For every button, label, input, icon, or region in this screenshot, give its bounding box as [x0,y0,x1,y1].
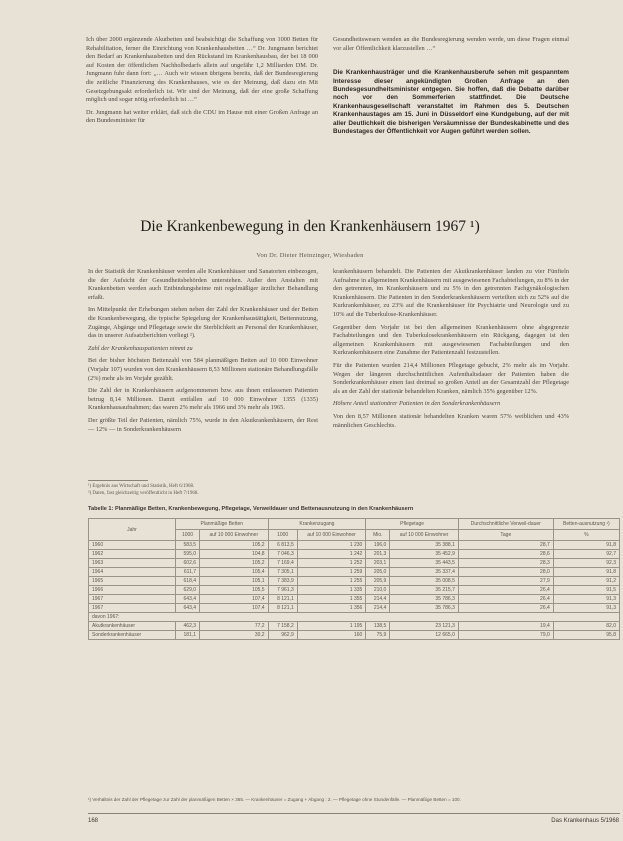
table-cell: 35 443,5 [390,559,459,568]
paragraph: Der größte Teil der Patienten, nämlich 75%, wurde in den Akutkrankenhäusern, der Rest — 12% — in Sonderkrankenhäusern [88,416,318,433]
table-cell: 35 786,3 [390,595,459,604]
table-cell: 7 169,4 [268,559,297,568]
table-cell: 203,1 [366,559,390,568]
table-cell: 91,5 [553,586,619,595]
table-subheader: auf 10 000 Einwohner [297,530,366,541]
table-subheader: auf 10 000 Einwohner [390,530,459,541]
table-subheader: 1000 [268,530,297,541]
table-cell: 12 665,0 [390,631,459,640]
table-row [89,577,620,586]
table-cell: 104,8 [200,550,269,559]
section-heading: Zahl der Krankenhauspatienten nimmt zu [88,344,193,352]
table-cell: 210,0 [366,586,390,595]
table-cell: 35 337,4 [390,568,459,577]
table-cell: Akutkrankenhäuser [89,622,176,631]
top-left-column [86,36,318,130]
table-row [89,595,620,604]
table-cell: 91,3 [553,604,619,613]
table-cell: 160 [297,631,366,640]
table-cell: 181,1 [176,631,200,640]
table-cell: 1967 [89,604,176,613]
table-cell: 107,4 [200,604,269,613]
table-cell: davon 1967: [89,613,620,622]
paragraph: In der Statistik der Krankenhäuser werden alle Krankenhäuser und Sanatorien einbezogen, die der Aufsicht der Gesundheitsbehörden unterstehen. Außer den Anstalten mit Krankenbetten werden auch Entbindungsheime mit regelmäßiger ärztlicher Behandlung erfaßt. [88,268,318,301]
table-cell: 629,0 [176,586,200,595]
table-cell: 1 230 [297,541,366,550]
table-row [89,604,620,613]
table-cell: 23 121,3 [390,622,459,631]
table-subheader: Mio. [366,530,390,541]
table-cell: 611,7 [176,568,200,577]
journal-name: Das Krankenhaus 5/1968 [551,818,619,824]
table-cell: 1963 [89,559,176,568]
table-cell: 82,0 [553,622,619,631]
table-cell: 105,1 [200,577,269,586]
table-row [89,559,620,568]
paragraph: Von den 8,57 Millionen stationär behandelten Kranken waren 57% weiblichen und 43% männlichen Geschlechts. [333,412,569,429]
footnote: ²) Daten, fast gleichzeitig veröffentlicht in Heft 7/1968. [88,491,199,496]
table-cell: 1 355 [297,595,366,604]
article-title: Die Krankenbewegung in den Krankenhäusern 1967 ¹) [140,218,480,235]
table-subheader: 1000 [176,530,200,541]
paragraph: krankenhäusern behandelt. Die Patienten der Akutkrankenhäuser landen zu vier Fünfteln Aufnahme in allgemeinen Krankenhäusern mit ausgewiesenen Fachabteilungen, zu 8% in der den getrennten, im Krankenhäusern und zu 5% in den getrennten Fachgynäkologischen Krankenhäusern. Die Patienten in den Sonderkrankenhäusern verteilten sich zu 52% auf die Kurkrankenhäuser, zu 23% auf die Krankenhäuser für Psychiatrie und Neurologie und zu 10% auf die Tuberkulose-Krankenhäuser. [333,268,569,318]
table-cell: 138,5 [366,622,390,631]
table-cell: 643,4 [176,595,200,604]
table-cell: 27,9 [458,577,553,586]
table-cell: 35 008,5 [390,577,459,586]
table-cell: 105,4 [200,568,269,577]
article-right-column [333,268,569,434]
table-cell: 28,7 [458,541,553,550]
table-row [89,550,620,559]
table-cell: 205,0 [366,568,390,577]
paragraph: Bei der bisher höchsten Bettenzahl von 584 planmäßigen Betten auf 10 000 Einwohner (Vorjahr 107) wurden von den Krankenhäusern 8,53 Millionen stationäre Behandlungsfälle (2%) mehr als im Vorjahr gezählt. [88,357,318,382]
table-cell: 196,0 [366,541,390,550]
paragraph: Die Zahl der in Krankenhäusern aufgenommenen bzw. aus ihnen entlassenen Patienten betrug 8,14 Millionen. Damit entfallen auf 10 000 Einwohner 1355 (1335) Krankenhausaufnahmen; das waren 2% mehr als 1966 und 3% mehr als 1965. [88,387,318,412]
table-row [89,541,620,550]
table-cell: 28,6 [458,550,553,559]
paragraph: Gesundheitswesen wenden an die Bundesregierung wenden werde, um diese Fragen einmal vor aller Öffentlichkeit klarzustellen …“ [333,36,569,52]
table-cell: 201,3 [366,550,390,559]
table-cell: 1962 [89,550,176,559]
table-cell: 30,2 [200,631,269,640]
table-row [89,568,620,577]
table-cell: 7 305,1 [268,568,297,577]
table-cell: 91,3 [553,595,619,604]
table-cell: 95,8 [553,631,619,640]
table-cell: 1 255 [297,577,366,586]
table-cell: 26,4 [458,604,553,613]
data-table [88,518,620,640]
paragraph: Gegenüber dem Vorjahr ist bei den allgemeinen Krankenhäusern ohne abgegrenzte Fachabteilungen und den Tuberkulosekrankenhäusern ein Rückgang, dagegen ist den allgemeinen Krankenhäusern mit ausgewiesenen Fachabteilungen und den Kurkrankenhäusern eine Zunahme der Patientenzahl festzustellen. [333,323,569,357]
table-cell: 28,0 [458,568,553,577]
table-cell: 1 356 [297,604,366,613]
paragraph: Ich über 2000 ergänzende Akutbetten und beabsichtigt die Schaffung von 1000 Betten für Rehabilitation, ferner die Einrichtung von Krankenhausbetten …“ Dr. Jungmann berichtet den Bedarf an Krankenhausbetten und den Rückstand im Krankenhausbau, der bei 18 000 auf Kosten der öffentlichen Nachholbedarfs allein auf ungefähr 1,2 Milliarden DM. Dr. Jungmann fuhr dann fort: „… Auch wir wissen übrigens bereits, daß der Bundesregierung die zeitliche Finanzierung des Krankenhauses, wie es der Meinung, daß dazu ein Mit Gesetzgebungsakt erforderlich ist. Wir sind der Meinung, daß der eine große Schaffung möglich und sogar nötig erforderlich ist …“ [86,36,318,104]
table-cell: 91,2 [553,577,619,586]
table-cell: 1960 [89,541,176,550]
paragraph: Dr. Jungmann hat weiter erklärt, daß sich die CDU im Hause mit einer Großen Anfrage an den Bundesminister für [86,108,318,125]
table-cell: 8 121,1 [268,595,297,604]
table-subheader: % [553,530,619,541]
table-cell: 1 242 [297,550,366,559]
table-cell: 35 452,9 [390,550,459,559]
table-cell: 26,4 [458,595,553,604]
table-cell: 7 383,9 [268,577,297,586]
table-row [89,631,620,640]
footnote: ¹) Ergebnis aus Wirtschaft und Statistik, Heft 6/1968. [88,484,195,489]
table-cell: 962,9 [268,631,297,640]
table-cell: 35 388,1 [390,541,459,550]
table-cell: 618,4 [176,577,200,586]
table-header: Betten-ausnutzung ¹) [553,519,619,530]
table-cell: 91,8 [553,541,619,550]
table-cell: 92,7 [553,550,619,559]
table-cell: 1 252 [297,559,366,568]
table-cell: 1965 [89,577,176,586]
table-header: Pflegetage [366,519,459,530]
table-cell: 79,0 [458,631,553,640]
table-cell: 643,4 [176,604,200,613]
table-header: Krankenzugang [268,519,366,530]
table-cell: 8 121,1 [268,604,297,613]
table-cell: 462,3 [176,622,200,631]
table-cell: 7 961,3 [268,586,297,595]
table-cell: 1967 [89,595,176,604]
table-cell: 26,4 [458,586,553,595]
section-heading: Höhere Anteil stationärer Patienten in den Sonderkrankenhäusern [333,400,501,408]
footnote-rule [88,480,148,481]
table-cell: 205,9 [366,577,390,586]
table-cell: Sonderkrankenhäuser [89,631,176,640]
table-cell: 91,8 [553,568,619,577]
table-cell: 105,2 [200,559,269,568]
table-note: ¹) Verhältnis der Zahl der Pflegetage zur Zahl der planmäßigen Betten × 365. — Krankenhäuser = Zugang + Abgang : 2. — Pflegetage ohne Stundenfälle. — Planmäßige Betten = 100. [88,797,461,802]
table-header: Jahr [89,519,176,541]
bold-announcement: Die Krankenhausträger und die Krankenhausberufe sehen mit gespanntem Interesse dieser angekündigten Großen Anfrage an den Bundesgesundheitsminister entgegen. Sie hoffen, daß die Debatte darüber noch vor den Sommerferien stattfindet. Die Deutsche Krankenhausgesellschaft veranstaltet im Rahmen des 5. Deutschen Krankenhaustages am 15. Juni in Düsseldorf eine Kundgebung, auf der mit aller Deutlichkeit die bisherigen Versäumnisse der Bundeskabinette und des Bundestages der Öffentlichkeit vor Augen geführt werden sollen. [333,69,569,136]
footer-rule [88,813,620,814]
table-cell: 595,0 [176,550,200,559]
table-cell: 105,2 [200,541,269,550]
table-cell: 105,5 [200,586,269,595]
table-row [89,586,620,595]
table-cell: 583,5 [176,541,200,550]
paragraph: Für die Patienten wurden 214,4 Millionen Pflegetage gebucht, 2% mehr als im Vorjahr. Wegen der längeren durchschnittlichen Aufenthaltsdauer der Patienten haben die Sonderkrankenhäuser einen fast dreimal so großen Anteil an der Gesamtzahl der Pflegetage als an der Zahl der stationär behandelten Kranken, nämlich 35% gegenüber 12%. [333,361,569,395]
article-left-column [88,268,318,438]
table-cell: 19,4 [458,622,553,631]
table-cell: 214,4 [366,595,390,604]
table-cell: 7 158,2 [268,622,297,631]
table-cell: 1 335 [297,586,366,595]
table-cell: 107,4 [200,595,269,604]
table-cell: 35 786,3 [390,604,459,613]
table-cell: 75,9 [366,631,390,640]
table-cell: 6 813,5 [268,541,297,550]
table-header: Planmäßige Betten [176,519,269,530]
table-subheader: Tage [458,530,553,541]
table-subheader: auf 10 000 Einwohner [200,530,269,541]
article-author: Von Dr. Dieter Heinzinger, Wiesbaden [256,252,364,259]
table-cell: 35 215,7 [390,586,459,595]
table-cell: 77,2 [200,622,269,631]
page-number: 168 [88,818,99,824]
table-cell: 1 195 [297,622,366,631]
table-caption: Tabelle 1: Planmäßige Betten, Krankenbewegung, Pflegetage, Verweildauer und Bettenausnutzung in den Krankenhäusern [88,506,414,512]
table-cell: 92,3 [553,559,619,568]
table-cell: 28,3 [458,559,553,568]
table-cell: 7 046,3 [268,550,297,559]
table-header: Durchschnittliche Verweil-dauer [458,519,553,530]
paragraph: Im Mittelpunkt der Erhebungen stehen neben der Zahl der Krankenhäuser und der Betten die Krankenbewegung, die typische Spiegelung der Krankenhaustätigkeit, Bettennutzung, Zugänge, Abgänge und Pflegetage sowie die Sterblichkeit an Personal der Krankenhäuser, das in unserer Aufsatzberichten vorliegt ²). [88,306,318,340]
table-row [89,613,620,622]
table-cell: 214,4 [366,604,390,613]
top-right-column [333,36,569,140]
table-cell: 1 259 [297,568,366,577]
table-cell: 1966 [89,586,176,595]
table-cell: 1964 [89,568,176,577]
table-cell: 602,6 [176,559,200,568]
table-row [89,622,620,631]
